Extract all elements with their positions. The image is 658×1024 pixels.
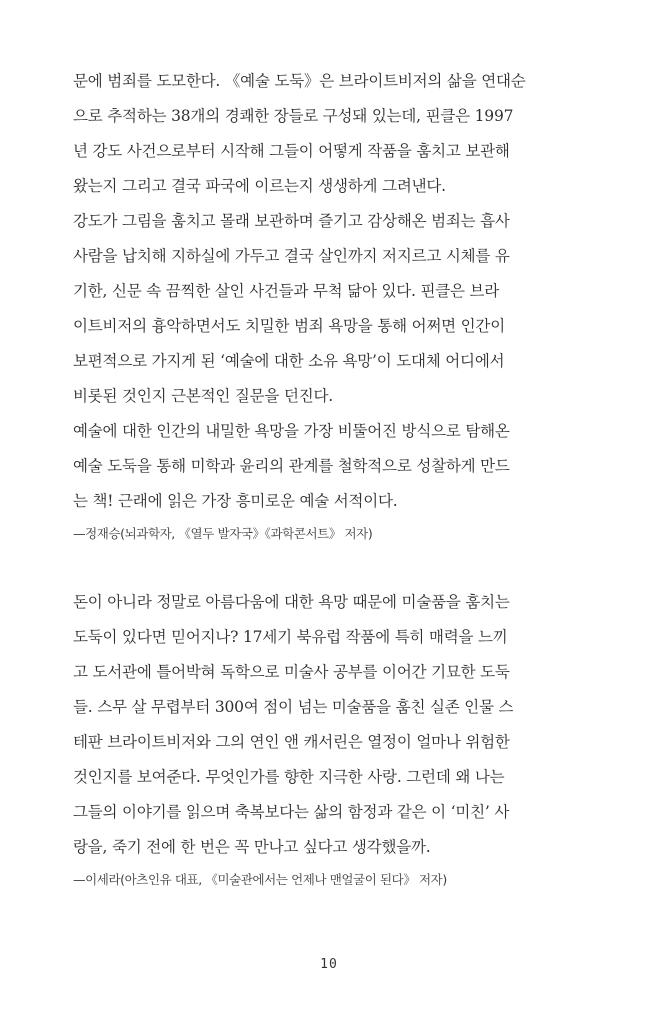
text-line: 랑을, 죽기 전에 한 번은 꼭 만나고 싶다고 생각했을까. xyxy=(73,838,431,856)
text-line: 이트비저의 흉악하면서도 치밀한 범죄 욕망을 통해 어쩌면 인간이 xyxy=(73,317,505,335)
text-line: 그들의 이야기를 읽으며 축복보다는 삶의 함정과 같은 이 ‘미친’ 사 xyxy=(73,803,510,821)
text-line: 들. 스무 살 무렵부터 300여 점이 넘는 미술품을 훔친 실존 인물 스 xyxy=(73,698,514,716)
page-number: 10 xyxy=(320,957,338,972)
text-line: 테판 브라이트비저와 그의 연인 앤 캐서린은 열정이 얼마나 위험한 xyxy=(73,733,510,751)
text-line: 도둑이 있다면 믿어지나? 17세기 북유럽 작품에 특히 매력을 느끼 xyxy=(73,628,508,646)
endorsement-attribution: —이세라(아츠인유 대표, 《미술관에서는 언제나 맨얼굴이 된다》 저자) xyxy=(73,872,447,887)
page-body xyxy=(73,64,526,895)
endorsement-attribution: —정재승(뇌과학자, 《열두 발자국》《과학콘서트》 저자) xyxy=(73,526,373,541)
text-line: 문에 범죄를 도모한다. 《예술 도둑》은 브라이트비저의 삶을 연대순 xyxy=(73,72,526,90)
text-line: 예술 도둑을 통해 미학과 윤리의 관계를 철학적으로 성찰하게 만드 xyxy=(73,457,510,475)
text-line: 고 도서관에 틀어박혀 독학으로 미술사 공부를 이어간 기묘한 도둑 xyxy=(73,663,510,681)
text-line: 기한, 신문 속 끔찍한 살인 사건들과 무척 닮아 있다. 핀클은 브라 xyxy=(73,282,500,300)
text-line: 강도가 그림을 훔치고 몰래 보관하며 즐기고 감상해온 범죄는 흡사 xyxy=(73,212,510,230)
section-spacer xyxy=(73,549,503,585)
paragraph xyxy=(73,585,514,865)
text-line: 왔는지 그리고 결국 파국에 이르는지 생생하게 그려낸다. xyxy=(73,177,446,195)
text-line: 예술에 대한 인간의 내밀한 욕망을 가장 비뚤어진 방식으로 탐해온 xyxy=(73,422,510,440)
paragraph xyxy=(73,204,510,414)
text-line: 보편적으로 가지게 된 ‘예술에 대한 소유 욕망’이 도대체 어디에서 xyxy=(73,352,505,370)
paragraph xyxy=(73,64,526,204)
endorsement-jeong-jaeseung xyxy=(73,64,526,549)
text-line: 돈이 아니라 정말로 아름다움에 대한 욕망 때문에 미술품을 훔치는 xyxy=(73,593,510,611)
text-line: 것인지를 보여준다. 무엇인가를 향한 지극한 사랑. 그런데 왜 나는 xyxy=(73,768,505,786)
text-line: 으로 추적하는 38개의 경쾌한 장들로 구성돼 있는데, 핀클은 1997 xyxy=(73,107,514,125)
text-line: 사람을 납치해 지하실에 가두고 결국 살인까지 저지르고 시체를 유 xyxy=(73,247,510,265)
text-line: 년 강도 사건으로부터 시작해 그들이 어떻게 작품을 훔치고 보관해 xyxy=(73,142,510,160)
text-line: 는 책! 근래에 읽은 가장 흥미로운 예술 서적이다. xyxy=(73,492,398,510)
paragraph xyxy=(73,414,510,519)
text-line: 비롯된 것인지 근본적인 질문을 던진다. xyxy=(73,387,334,405)
endorsement-lee-sera xyxy=(73,585,514,895)
